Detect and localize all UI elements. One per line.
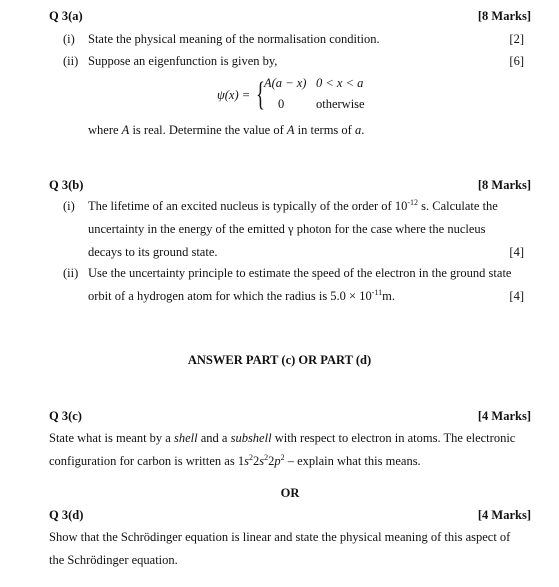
equation-case1-expr: A(a − x) xyxy=(264,76,307,90)
q3a-ii-number: (ii) xyxy=(63,54,79,68)
q3a-marks: [8 Marks] xyxy=(477,9,531,23)
q3a-heading: Q 3(a) xyxy=(49,9,83,23)
q3b-ii-number: (ii) xyxy=(63,266,79,280)
equation-lhs: ψ(x) = xyxy=(217,88,251,102)
q3d-marks: [4 Marks] xyxy=(477,508,531,522)
q3c-heading: Q 3(c) xyxy=(49,409,82,423)
q3d-heading: Q 3(d) xyxy=(49,508,84,522)
equation-case1-condition: 0 < x < a xyxy=(316,76,364,90)
q3b-ii-line1: Use the uncertainty principle to estimate the speed of the electron in the ground state xyxy=(88,266,512,280)
q3b-ii-marks: [4] xyxy=(509,289,524,303)
q3a-i-text: State the physical meaning of the normalisation condition. xyxy=(88,32,380,46)
q3b-marks: [8 Marks] xyxy=(477,178,531,192)
q3b-i-marks: [4] xyxy=(509,245,524,259)
q3b-i-line2: uncertainty in the energy of the emitted γ photon for the case where the nucleus xyxy=(88,222,486,236)
answer-instruction: ANSWER PART (c) OR PART (d) xyxy=(187,353,372,367)
q3b-i-line1: The lifetime of an excited nucleus is typically of the order of $10^{-12}$ s. Calculate the xyxy=(88,198,498,213)
q3a-i-marks: [2] xyxy=(509,32,524,46)
q3b-i-line3: decays to its ground state. xyxy=(88,245,218,259)
q3d-line1: Show that the Schrödinger equation is linear and state the physical meaning of this aspect of xyxy=(49,530,511,544)
q3a-ii-text: Suppose an eigenfunction is given by, xyxy=(88,54,278,68)
q3a-ii-marks: [6] xyxy=(509,54,524,68)
q3a-i-number: (i) xyxy=(63,32,75,46)
q3c-line2: configuration for carbon is written as $1s^22s^22p^2$ – explain what this means. xyxy=(49,453,421,468)
q3a-where-text: where A is real. Determine the value of A in terms of a. xyxy=(88,123,365,137)
equation-brace: { xyxy=(256,76,265,113)
q3c-line1: State what is meant by a shell and a subshell with respect to electron in atoms. The electronic xyxy=(49,431,516,445)
equation-case2-expr: 0 xyxy=(278,97,285,111)
equation-case2-condition: otherwise xyxy=(316,97,365,111)
q3c-marks: [4 Marks] xyxy=(477,409,531,423)
q3b-ii-line2: orbit of a hydrogen atom for which the radius is $5.0 \times 10^{-11}m$. xyxy=(88,288,395,303)
q3b-i-number: (i) xyxy=(63,199,75,213)
or-separator: OR xyxy=(280,486,300,500)
q3b-heading: Q 3(b) xyxy=(49,178,84,192)
q3d-line2: the Schrödinger equation. xyxy=(49,553,178,567)
